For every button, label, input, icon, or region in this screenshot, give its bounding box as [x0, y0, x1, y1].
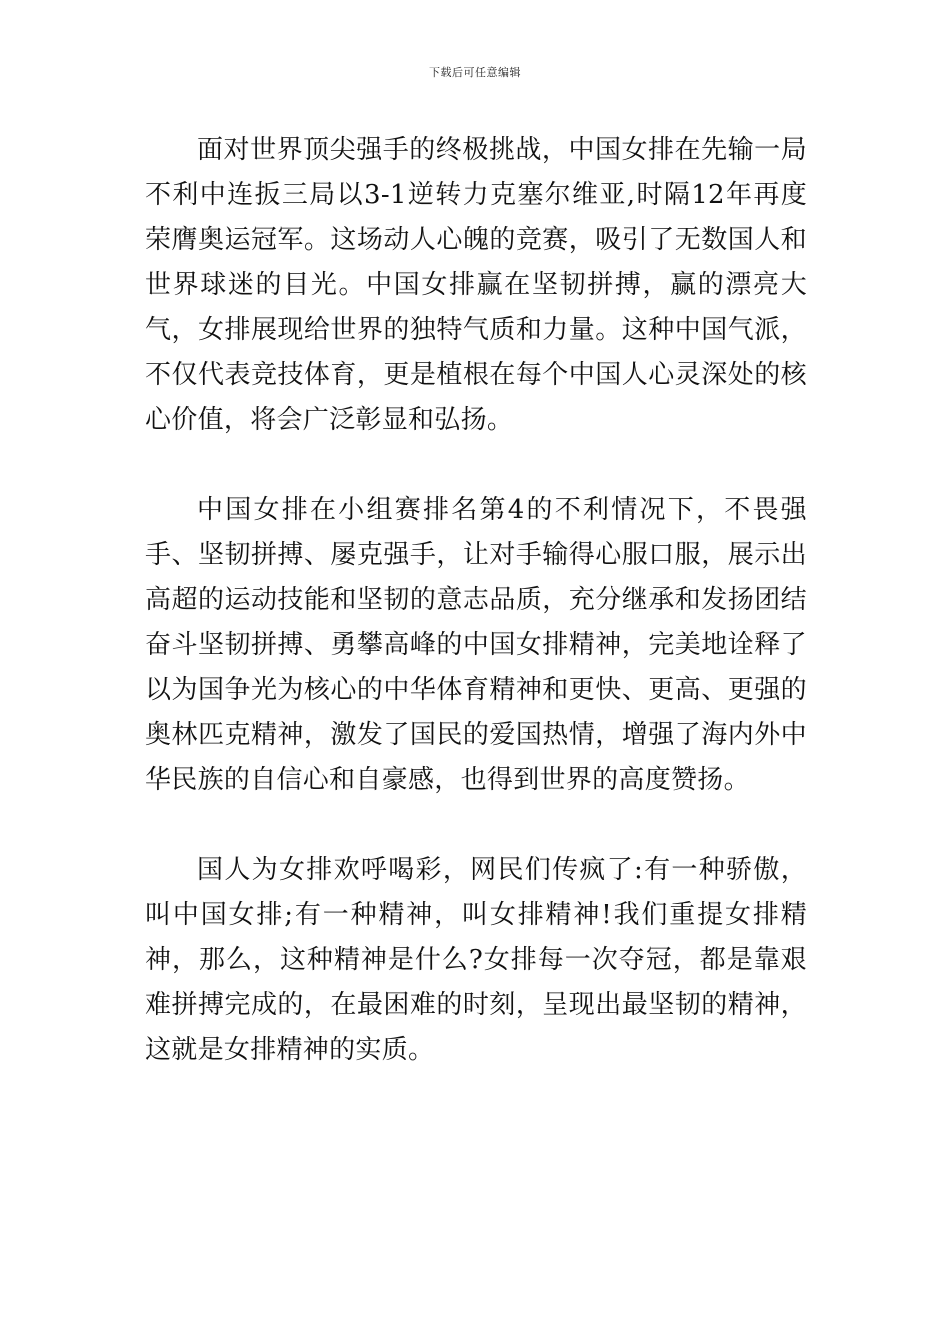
paragraph-1: 面对世界顶尖强手的终极挑战，中国女排在先输一局不利中连扳三局以3-1逆转力克塞尔维亚,时隔12年再度荣膺奥运冠军。这场动人心魄的竞赛，吸引了无数国人和世界球迷的目光。中国女排赢在坚韧拼搏，赢的漂亮大气，女排展现给世界的独特气质和力量。这种中国气派，不仅代表竞技体育，更是植根在每个中国人心灵深处的核心价值，将会广泛彰显和弘扬。 — [145, 135, 807, 435]
document-body — [145, 128, 807, 1118]
header-note: 下载后可任意编辑 — [429, 66, 521, 79]
paragraph-2: 中国女排在小组赛排名第4的不利情况下，不畏强手、坚韧拼搏、屡克强手，让对手输得心服口服，展示出高超的运动技能和坚韧的意志品质，充分继承和发扬团结奋斗坚韧拼搏、勇攀高峰的中国女排精神，完美地诠释了以为国争光为核心的中华体育精神和更快、更高、更强的奥林匹克精神，激发了国民的爱国热情，增强了海内外中华民族的自信心和自豪感，也得到世界的高度赞扬。 — [145, 495, 807, 795]
paragraph-3: 国人为女排欢呼喝彩，网民们传疯了:有一种骄傲，叫中国女排;有一种精神，叫女排精神!我们重提女排精神，那么，这种精神是什么?女排每一次夺冠，都是靠艰难拼搏完成的，在最困难的时刻，呈现出最坚韧的精神，这就是女排精神的实质。 — [145, 855, 807, 1065]
